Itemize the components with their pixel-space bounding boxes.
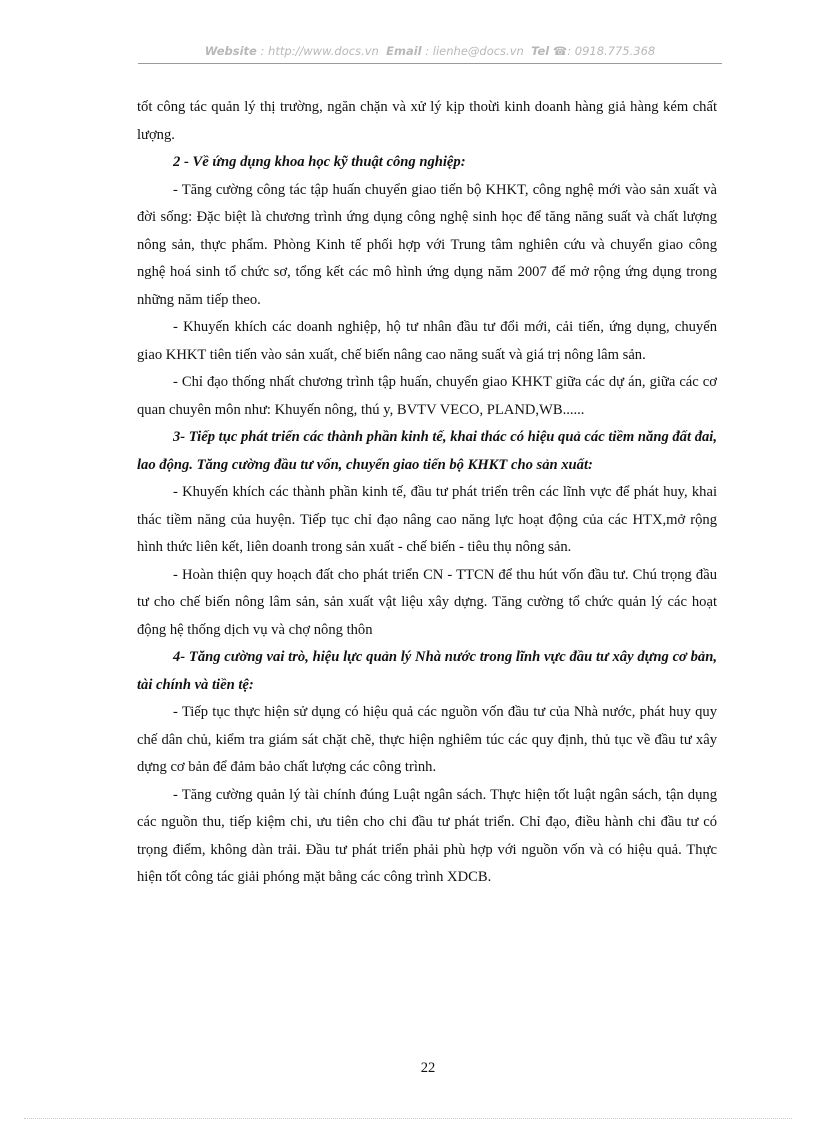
section-heading-2: 2 - Về ứng dụng khoa học kỹ thuật công nghiệp:	[173, 154, 466, 170]
tel-value: : 0918.775.368	[567, 44, 656, 58]
paragraph-continuation: tốt công tác quản lý thị trường, ngăn chặn và xử lý kịp thoừi kinh doanh hàng giả hàng kém chất lượng.	[137, 99, 717, 143]
paragraph: - Hoàn thiện quy hoạch đất cho phát triển CN - TTCN để thu hút vốn đầu tư. Chú trọng đầu tư cho chế biến nông lâm sản, sản xuất vật liệu xây dựng. Tăng cường tổ chức quản lý các hoạt động hệ thống dịch vụ và chợ nông thôn	[137, 566, 717, 638]
website-value: : http://www.docs.vn	[260, 44, 379, 58]
document-body	[137, 94, 717, 892]
paragraph: - Khuyến khích các thành phần kinh tế, đầu tư phát triển trên các lĩnh vực để phát huy, khai thác tiềm năng của huyện. Tiếp tục chỉ đạo nâng cao năng lực hoạt động của các HTX,mở rộng hình thức liên kết, liên doanh trong sản xuất - chế biến - tiêu thụ nông sản.	[137, 484, 717, 555]
header-divider	[138, 63, 722, 64]
paragraph: - Tăng cường quản lý tài chính đúng Luật ngân sách. Thực hiện tốt luật ngân sách, tận dụng các nguồn thu, tiếp kiệm chi, ưu tiên cho chi đầu tư phát triển. Chỉ đạo, điều hành chi đầu tư có trọng điểm, không dàn trải. Đầu tư phát triển phải phù hợp với nguồn vốn và có hiệu quả. Thực hiện tốt công tác giải phóng mặt bằng các công trình XDCB.	[137, 786, 717, 885]
page-header	[138, 44, 722, 58]
page-number: 22	[420, 1060, 436, 1076]
phone-icon: ☎	[552, 44, 568, 58]
paragraph: - Tiếp tục thực hiện sử dụng có hiệu quả các nguồn vốn đầu tư của Nhà nước, phát huy quy chế dân chủ, kiểm tra giám sát chặt chẽ, thực hiện nghiêm túc các quy định, thủ tục về đầu tư xây dựng cơ bản để đảm bảo chất lượng các công trình.	[137, 704, 717, 775]
website-label: Website	[204, 44, 257, 58]
paragraph: - Tăng cường công tác tập huấn chuyển giao tiến bộ KHKT, công nghệ mới vào sản xuất và đời sống: Đặc biệt là chương trình ứng dụng công nghệ sinh học để tăng năng suất và chất lượng nông sản, thực phẩm. Phòng Kinh tế phối hợp với Trung tâm nghiên cứu và chuyển giao công nghệ hoá sinh tổ chức sơ, tổng kết các mô hình ứng dụng năm 2007 để mở rộng ứng dụng trong những năm tiếp theo.	[137, 181, 717, 308]
section-heading-4: 4- Tăng cường vai trò, hiệu lực quản lý Nhà nước trong lĩnh vực đầu tư xây dựng cơ bản, tài chính và tiền tệ:	[137, 649, 717, 693]
section-heading-3: 3- Tiếp tục phát triển các thành phần kinh tế, khai thác có hiệu quả các tiềm năng đất đai, lao động. Tăng cường đầu tư vốn, chuyển giao tiến bộ KHKT cho sản xuất:	[137, 429, 717, 473]
paragraph: - Chỉ đạo thống nhất chương trình tập huấn, chuyển giao KHKT giữa các dự án, giữa các cơ quan chuyên môn như: Khuyến nông, thú y, BVTV VECO, PLAND,WB......	[137, 374, 717, 418]
paragraph: - Khuyến khích các doanh nghiệp, hộ tư nhân đầu tư đổi mới, cải tiến, ứng dụng, chuyển giao KHKT tiên tiến vào sản xuất, chế biến nâng cao năng suất và giá trị nông lâm sản.	[137, 319, 717, 363]
email-value: : lienhe@docs.vn	[425, 44, 524, 58]
tel-label: Tel	[531, 44, 550, 58]
footer-divider	[24, 1118, 792, 1119]
email-label: Email	[386, 44, 422, 58]
